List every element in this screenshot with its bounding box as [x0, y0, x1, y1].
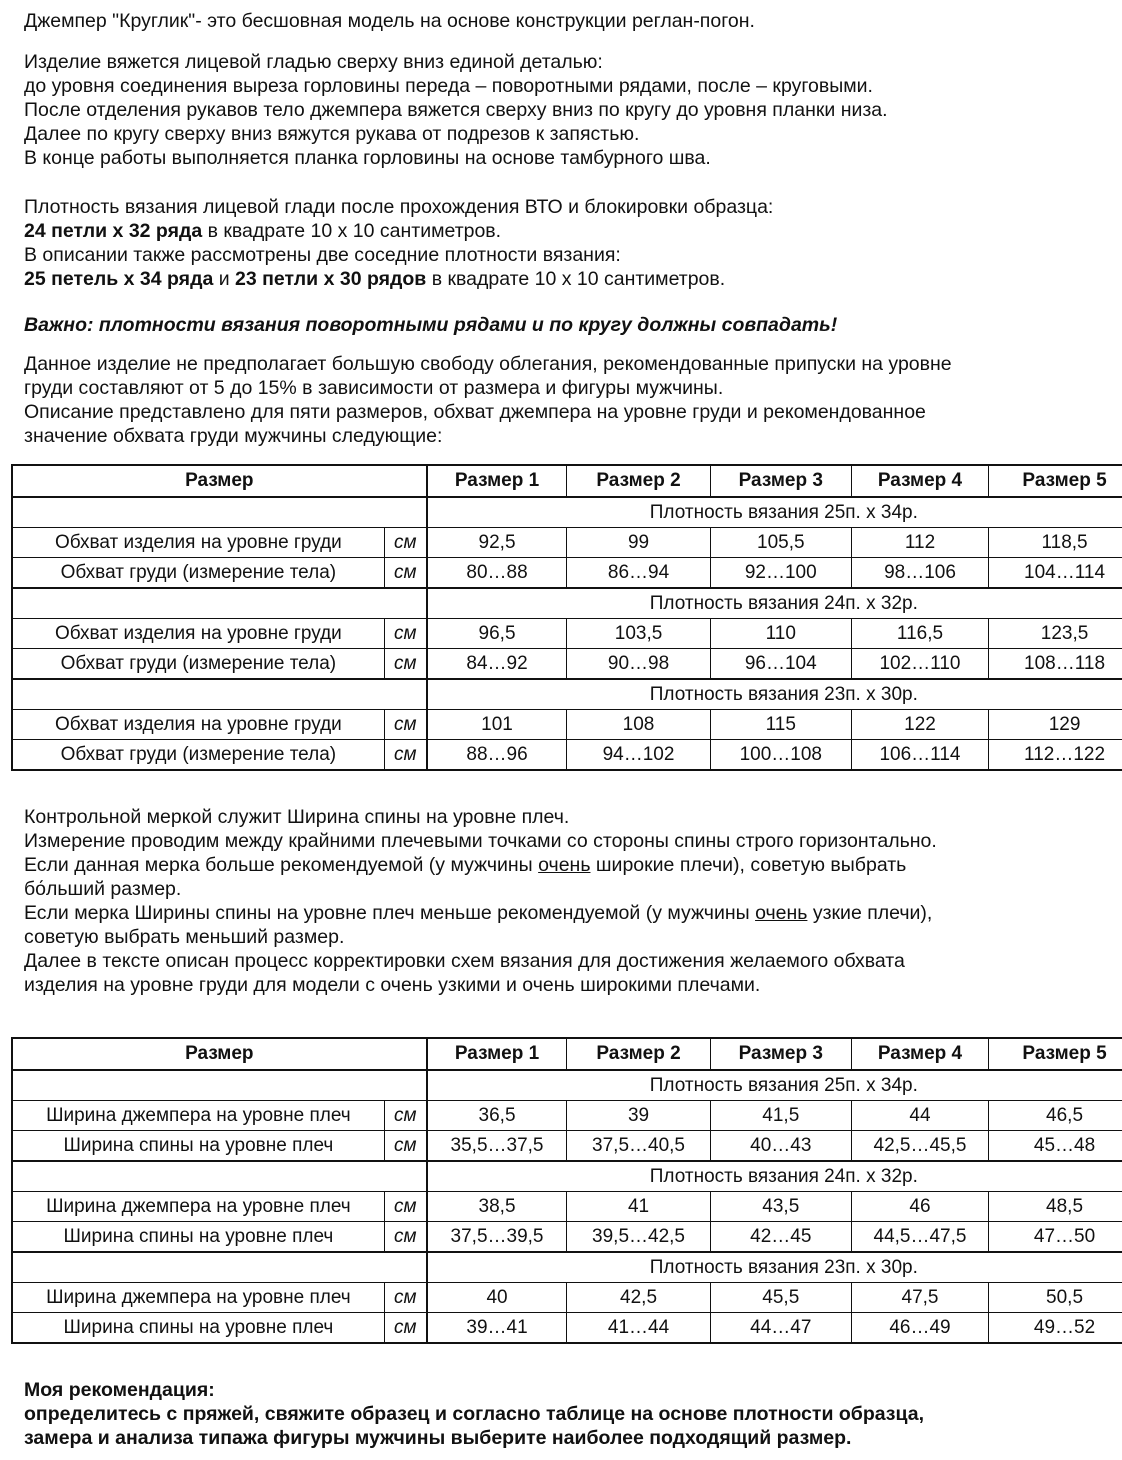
recommendation-title: Моя рекомендация:	[24, 1379, 215, 1401]
gauge-alt1-bold: 25 петель х 34 ряда	[24, 268, 214, 290]
value-cell: 46	[851, 1192, 988, 1222]
density-cell: Плотность вязания 25п. х 34р.	[427, 497, 1122, 528]
control-line: бо́льший размер.	[24, 878, 182, 900]
size-header-cell: Размер	[12, 1038, 427, 1070]
control-line	[24, 901, 937, 925]
shoulder-width-table	[11, 1037, 1122, 1344]
value-cell: 101	[427, 710, 567, 740]
size-chest-table	[11, 464, 1122, 771]
table-row	[12, 740, 1122, 771]
value-cell: 43,5	[710, 1192, 851, 1222]
unit-cell: см	[384, 528, 426, 558]
value-cell: 100…108	[710, 740, 851, 771]
table-row	[12, 1222, 1122, 1253]
control-line	[24, 853, 937, 877]
control-line: изделия на уровне груди для модели с очень узкими и очень широкими плечами.	[24, 974, 761, 996]
table-row	[12, 528, 1122, 558]
unit-cell: см	[384, 1131, 426, 1162]
value-cell: 39	[567, 1101, 710, 1131]
control-line: Далее в тексте описан процесс корректировки схем вязания для достижения желаемого обхвата	[24, 950, 905, 972]
value-cell: 98…106	[851, 558, 988, 589]
value-cell: 39…41	[427, 1313, 567, 1344]
row-label: Ширина джемпера на уровне плеч	[12, 1101, 384, 1131]
table-row	[12, 1101, 1122, 1131]
row-label: Ширина джемпера на уровне плеч	[12, 1283, 384, 1313]
empty-cell	[12, 679, 427, 710]
intro-paragraph	[24, 9, 755, 33]
value-cell: 92,5	[427, 528, 567, 558]
density-row	[12, 679, 1122, 710]
value-cell: 36,5	[427, 1101, 567, 1131]
table-row	[12, 1192, 1122, 1222]
intro-line: Джемпер "Круглик"- это бесшовная модель на основе конструкции реглан-погон.	[24, 10, 755, 32]
recommendation-paragraph	[24, 1378, 924, 1450]
empty-cell	[12, 1252, 427, 1283]
row-label: Ширина спины на уровне плеч	[12, 1131, 384, 1162]
construction-line: После отделения рукавов тело джемпера вяжется сверху вниз по кругу до уровня планки низа.	[24, 99, 888, 121]
density-cell: Плотность вязания 24п. х 32р.	[427, 1161, 1122, 1192]
value-cell: 38,5	[427, 1192, 567, 1222]
size-column-header: Размер 3	[710, 465, 851, 497]
control-text: широкие плечи), советую выбрать	[590, 854, 907, 876]
fit-line: груди составляют от 5 до 15% в зависимости от размера и фигуры мужчины.	[24, 377, 724, 399]
value-cell: 86…94	[567, 558, 710, 589]
size-column-header: Размер 1	[427, 1038, 567, 1070]
value-cell: 40…43	[710, 1131, 851, 1162]
fit-line: значение обхвата груди мужчины следующие:	[24, 425, 443, 447]
table-row	[12, 1313, 1122, 1344]
value-cell: 80…88	[427, 558, 567, 589]
size-header-cell: Размер	[12, 465, 427, 497]
size-column-header: Размер 5	[989, 1038, 1122, 1070]
construction-line: В конце работы выполняется планка горловины на основе тамбурного шва.	[24, 147, 711, 169]
control-paragraph	[24, 805, 937, 997]
construction-line: Изделие вяжется лицевой гладью сверху вниз единой деталью:	[24, 51, 603, 73]
density-row	[12, 588, 1122, 619]
value-cell: 94…102	[567, 740, 710, 771]
density-row	[12, 497, 1122, 528]
unit-cell: см	[384, 619, 426, 649]
gauge-main-rest: в квадрате 10 х 10 сантиметров.	[202, 220, 502, 242]
row-label: Ширина спины на уровне плеч	[12, 1313, 384, 1344]
value-cell: 47…50	[989, 1222, 1122, 1253]
fit-line: Описание представлено для пяти размеров, обхват джемпера на уровне груди и рекомендованное	[24, 401, 926, 423]
construction-line: до уровня соединения выреза горловины переда – поворотными рядами, после – круговыми.	[24, 75, 873, 97]
recommendation-line: замера и анализа типажа фигуры мужчины выберите наиболее подходящий размер.	[24, 1427, 852, 1449]
value-cell: 41,5	[710, 1101, 851, 1131]
value-cell: 102…110	[851, 649, 988, 680]
value-cell: 41	[567, 1192, 710, 1222]
value-cell: 41…44	[567, 1313, 710, 1344]
row-label: Обхват изделия на уровне груди	[12, 528, 384, 558]
value-cell: 39,5…42,5	[567, 1222, 710, 1253]
gauge-main-line	[24, 219, 773, 243]
gauge-main-bold: 24 петли х 32 ряда	[24, 220, 203, 242]
value-cell: 45,5	[710, 1283, 851, 1313]
value-cell: 90…98	[567, 649, 710, 680]
value-cell: 129	[989, 710, 1122, 740]
empty-cell	[12, 497, 427, 528]
row-label: Обхват груди (измерение тела)	[12, 558, 384, 589]
table-header-row	[12, 465, 1122, 497]
value-cell: 112	[851, 528, 988, 558]
table-row	[12, 1283, 1122, 1313]
row-label: Обхват изделия на уровне груди	[12, 619, 384, 649]
control-line: советую выбрать меньший размер.	[24, 926, 345, 948]
gauge-alt-rest: в квадрате 10 х 10 сантиметров.	[426, 268, 726, 290]
size-column-header: Размер 3	[710, 1038, 851, 1070]
value-cell: 46,5	[989, 1101, 1122, 1131]
unit-cell: см	[384, 1101, 426, 1131]
value-cell: 96,5	[427, 619, 567, 649]
size-column-header: Размер 2	[567, 465, 710, 497]
value-cell: 84…92	[427, 649, 567, 680]
density-row	[12, 1252, 1122, 1283]
value-cell: 48,5	[989, 1192, 1122, 1222]
unit-cell: см	[384, 1222, 426, 1253]
value-cell: 99	[567, 528, 710, 558]
fit-line: Данное изделие не предполагает большую свободу облегания, рекомендованные припуски на уровне	[24, 353, 952, 375]
value-cell: 106…114	[851, 740, 988, 771]
value-cell: 50,5	[989, 1283, 1122, 1313]
row-label: Ширина спины на уровне плеч	[12, 1222, 384, 1253]
value-cell: 37,5…40,5	[567, 1131, 710, 1162]
control-text: узкие плечи),	[807, 902, 933, 924]
value-cell: 122	[851, 710, 988, 740]
density-cell: Плотность вязания 23п. х 30р.	[427, 1252, 1122, 1283]
empty-cell	[12, 588, 427, 619]
gauge-paragraph	[24, 195, 773, 291]
table-header-row	[12, 1038, 1122, 1070]
construction-paragraph	[24, 50, 888, 170]
density-cell: Плотность вязания 24п. х 32р.	[427, 588, 1122, 619]
unit-cell: см	[384, 558, 426, 589]
unit-cell: см	[384, 710, 426, 740]
size-column-header: Размер 4	[851, 465, 988, 497]
density-row	[12, 1161, 1122, 1192]
unit-cell: см	[384, 740, 426, 771]
row-label: Обхват груди (измерение тела)	[12, 740, 384, 771]
important-note	[24, 313, 837, 337]
value-cell: 44	[851, 1101, 988, 1131]
density-cell: Плотность вязания 25п. х 34р.	[427, 1070, 1122, 1101]
value-cell: 103,5	[567, 619, 710, 649]
empty-cell	[12, 1161, 427, 1192]
table-row	[12, 710, 1122, 740]
fit-paragraph	[24, 352, 952, 448]
value-cell: 108	[567, 710, 710, 740]
unit-cell: см	[384, 1192, 426, 1222]
control-line: Контрольной меркой служит Ширина спины на уровне плеч.	[24, 806, 570, 828]
control-text: Если мерка Ширины спины на уровне плеч меньше рекомендуемой (у мужчины	[24, 902, 756, 924]
control-line: Измерение проводим между крайними плечевыми точками со стороны спины строго горизонтально.	[24, 830, 937, 852]
control-text: Если данная мерка больше рекомендуемой (у мужчины	[24, 854, 539, 876]
table-row	[12, 558, 1122, 589]
value-cell: 42,5…45,5	[851, 1131, 988, 1162]
density-row	[12, 1070, 1122, 1101]
table-row	[12, 1131, 1122, 1162]
value-cell: 104…114	[989, 558, 1122, 589]
size-column-header: Размер 2	[567, 1038, 710, 1070]
value-cell: 46…49	[851, 1313, 988, 1344]
value-cell: 35,5…37,5	[427, 1131, 567, 1162]
value-cell: 96…104	[710, 649, 851, 680]
table-row	[12, 619, 1122, 649]
size-column-header: Размер 4	[851, 1038, 988, 1070]
unit-cell: см	[384, 1313, 426, 1344]
gauge-line: В описании также рассмотрены две соседние плотности вязания:	[24, 244, 621, 266]
construction-line: Далее по кругу сверху вниз вяжутся рукава от подрезов к запястью.	[24, 123, 640, 145]
unit-cell: см	[384, 1283, 426, 1313]
recommendation-line: определитесь с пряжей, свяжите образец и согласно таблице на основе плотности образца,	[24, 1403, 924, 1425]
gauge-alt2-bold: 23 петли х 30 рядов	[235, 268, 427, 290]
gauge-alt-line	[24, 267, 773, 291]
value-cell: 47,5	[851, 1283, 988, 1313]
value-cell: 115	[710, 710, 851, 740]
unit-cell: см	[384, 649, 426, 680]
value-cell: 49…52	[989, 1313, 1122, 1344]
gauge-line: Плотность вязания лицевой глади после прохождения ВТО и блокировки образца:	[24, 196, 774, 218]
size-column-header: Размер 1	[427, 465, 567, 497]
value-cell: 92…100	[710, 558, 851, 589]
value-cell: 42,5	[567, 1283, 710, 1313]
table-row	[12, 649, 1122, 680]
value-cell: 44…47	[710, 1313, 851, 1344]
value-cell: 88…96	[427, 740, 567, 771]
gauge-alt-and: и	[213, 268, 236, 290]
empty-cell	[12, 1070, 427, 1101]
value-cell: 40	[427, 1283, 567, 1313]
value-cell: 123,5	[989, 619, 1122, 649]
value-cell: 118,5	[989, 528, 1122, 558]
row-label: Обхват груди (измерение тела)	[12, 649, 384, 680]
value-cell: 44,5…47,5	[851, 1222, 988, 1253]
value-cell: 108…118	[989, 649, 1122, 680]
row-label: Ширина джемпера на уровне плеч	[12, 1192, 384, 1222]
value-cell: 105,5	[710, 528, 851, 558]
value-cell: 110	[710, 619, 851, 649]
size-column-header: Размер 5	[989, 465, 1122, 497]
row-label: Обхват изделия на уровне груди	[12, 710, 384, 740]
value-cell: 116,5	[851, 619, 988, 649]
value-cell: 45…48	[989, 1131, 1122, 1162]
value-cell: 37,5…39,5	[427, 1222, 567, 1253]
density-cell: Плотность вязания 23п. х 30р.	[427, 679, 1122, 710]
value-cell: 112…122	[989, 740, 1122, 771]
important-line: Важно: плотности вязания поворотными рядами и по кругу должны совпадать!	[24, 314, 838, 336]
underlined-word: очень	[538, 854, 591, 876]
value-cell: 42…45	[710, 1222, 851, 1253]
underlined-word: очень	[755, 902, 808, 924]
